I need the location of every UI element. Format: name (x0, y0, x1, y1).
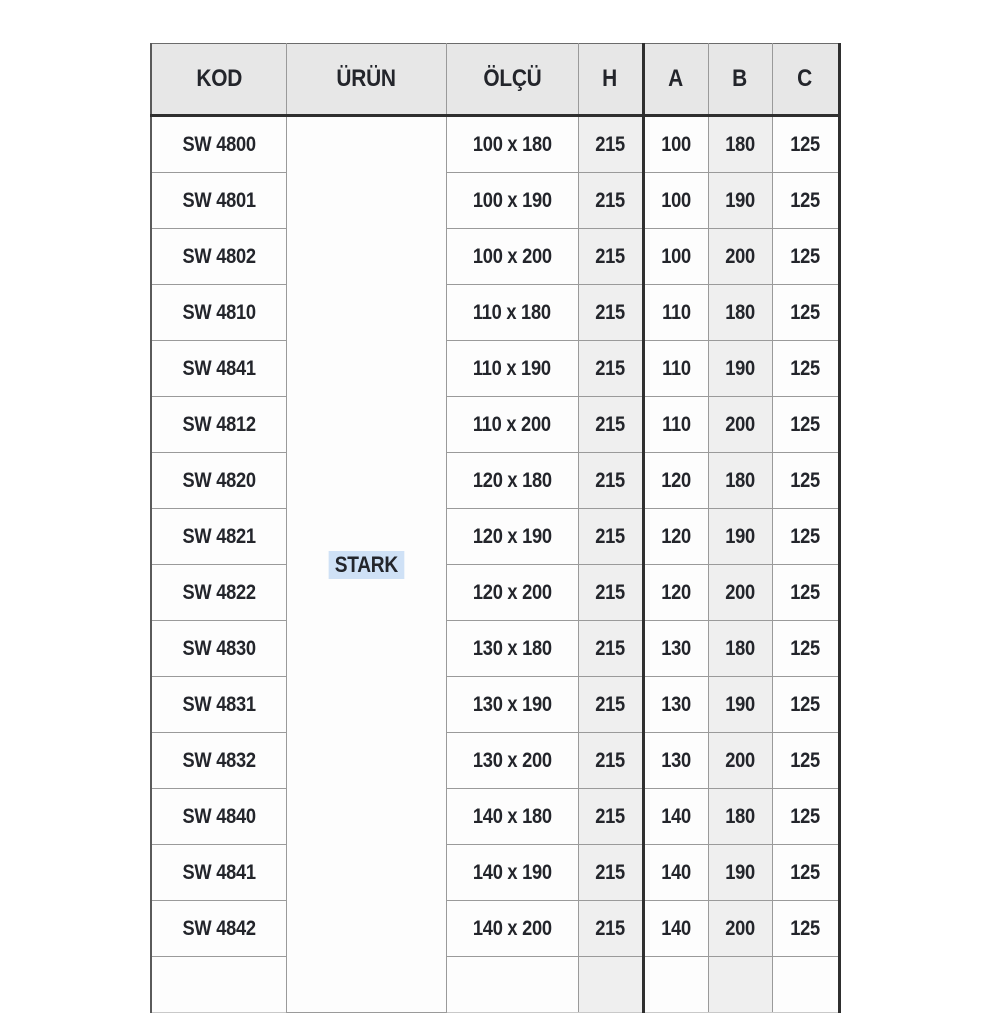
h-cell (578, 621, 643, 677)
a-value: 130 (661, 748, 691, 772)
b-value: 180 (725, 468, 755, 492)
b-cell (708, 453, 772, 509)
kod-cell (151, 173, 286, 229)
b-value: 200 (725, 412, 755, 436)
olcu-value: 100 x 180 (472, 132, 552, 156)
olcu-value: 140 x 180 (472, 804, 552, 828)
b-value: 190 (725, 188, 755, 212)
a-value: 140 (661, 916, 691, 940)
a-cell (643, 341, 708, 397)
a-value: 110 (661, 300, 691, 324)
kod-value: SW 4800 (182, 132, 256, 156)
h-cell (578, 845, 643, 901)
table-row (151, 621, 839, 677)
a-value: 140 (661, 860, 691, 884)
c-value: 125 (790, 244, 820, 268)
a-cell (643, 677, 708, 733)
a-value: 140 (661, 804, 691, 828)
h-cell (578, 957, 643, 1013)
b-cell (708, 397, 772, 453)
kod-value: SW 4810 (182, 300, 256, 324)
b-cell (708, 509, 772, 565)
table-row (151, 509, 839, 565)
a-cell (643, 621, 708, 677)
b-cell (708, 229, 772, 285)
c-cell (772, 285, 839, 341)
olcu-value: 100 x 200 (472, 244, 552, 268)
b-cell (708, 789, 772, 845)
h-value: 215 (595, 860, 625, 884)
h-cell (578, 116, 643, 173)
olcu-value: 110 x 180 (473, 300, 551, 324)
col-header-kod-label: KOD (195, 65, 242, 92)
b-cell (708, 733, 772, 789)
table-row (151, 397, 839, 453)
b-value: 180 (725, 636, 755, 660)
olcu-cell (446, 173, 578, 229)
table-row (151, 285, 839, 341)
a-value: 120 (661, 468, 691, 492)
h-cell (578, 733, 643, 789)
b-value: 190 (725, 860, 755, 884)
c-cell (772, 453, 839, 509)
olcu-value: 130 x 200 (472, 748, 552, 772)
h-value: 215 (595, 356, 625, 380)
c-cell (772, 229, 839, 285)
b-cell (708, 116, 772, 173)
a-value: 120 (661, 524, 691, 548)
table-row (151, 677, 839, 733)
urun-merged-cell (286, 116, 446, 1013)
kod-cell (151, 285, 286, 341)
kod-cell (151, 453, 286, 509)
h-value: 215 (595, 916, 625, 940)
kod-cell (151, 341, 286, 397)
table-row (151, 229, 839, 285)
h-value: 215 (595, 132, 625, 156)
b-value: 200 (725, 244, 755, 268)
col-header-olcu-label: ÖLÇÜ (482, 65, 542, 92)
col-header-a-label: A (668, 65, 684, 92)
b-value: 180 (725, 300, 755, 324)
h-value: 215 (595, 412, 625, 436)
kod-cell (151, 565, 286, 621)
olcu-value: 130 x 190 (472, 692, 552, 716)
c-value: 125 (790, 580, 820, 604)
h-value: 215 (595, 244, 625, 268)
col-header-urun (286, 44, 446, 116)
olcu-cell (446, 397, 578, 453)
b-cell (708, 173, 772, 229)
kod-value: SW 4841 (182, 860, 256, 884)
a-value: 100 (661, 244, 691, 268)
c-cell (772, 116, 839, 173)
h-value: 215 (595, 300, 625, 324)
olcu-value: 120 x 180 (472, 468, 552, 492)
olcu-value: 110 x 190 (473, 356, 551, 380)
col-header-h (578, 44, 643, 116)
col-header-c (772, 44, 839, 116)
olcu-cell (446, 733, 578, 789)
c-value: 125 (790, 468, 820, 492)
h-cell (578, 229, 643, 285)
c-cell (772, 677, 839, 733)
kod-cell (151, 901, 286, 957)
b-value: 200 (725, 580, 755, 604)
a-cell (643, 116, 708, 173)
a-value: 130 (661, 636, 691, 660)
c-cell (772, 565, 839, 621)
col-header-olcu (446, 44, 578, 116)
a-cell (643, 565, 708, 621)
kod-cell (151, 509, 286, 565)
b-cell (708, 677, 772, 733)
kod-value: SW 4822 (182, 580, 256, 604)
olcu-cell (446, 116, 578, 173)
b-cell (708, 285, 772, 341)
col-header-b-label: B (732, 65, 748, 92)
h-cell (578, 901, 643, 957)
table-row (151, 173, 839, 229)
c-cell (772, 341, 839, 397)
kod-value: SW 4830 (182, 636, 256, 660)
c-cell (772, 173, 839, 229)
c-cell (772, 733, 839, 789)
h-cell (578, 397, 643, 453)
olcu-cell (446, 509, 578, 565)
h-cell (578, 285, 643, 341)
c-cell (772, 845, 839, 901)
c-cell (772, 509, 839, 565)
c-value: 125 (790, 300, 820, 324)
table-row (151, 453, 839, 509)
c-value: 125 (790, 132, 820, 156)
product-name-highlight: STARK (328, 551, 403, 579)
a-cell (643, 285, 708, 341)
kod-cell (151, 957, 286, 1013)
table-row (151, 341, 839, 397)
olcu-cell (446, 621, 578, 677)
header-row (151, 44, 839, 116)
partial-cutoff-row (151, 957, 839, 1013)
a-cell (643, 229, 708, 285)
c-value: 125 (790, 860, 820, 884)
kod-cell (151, 789, 286, 845)
a-value: 100 (661, 132, 691, 156)
c-value: 125 (790, 356, 820, 380)
c-value: 125 (790, 636, 820, 660)
h-cell (578, 173, 643, 229)
table-row (151, 565, 839, 621)
kod-cell (151, 229, 286, 285)
olcu-cell (446, 453, 578, 509)
a-value: 130 (661, 692, 691, 716)
kod-value: SW 4841 (182, 356, 256, 380)
c-cell (772, 789, 839, 845)
h-cell (578, 453, 643, 509)
table-row (151, 733, 839, 789)
c-value: 125 (790, 916, 820, 940)
a-cell (643, 173, 708, 229)
kod-value: SW 4821 (182, 524, 256, 548)
c-cell (772, 901, 839, 957)
c-value: 125 (790, 188, 820, 212)
a-cell (643, 789, 708, 845)
olcu-cell (446, 901, 578, 957)
table-row (151, 116, 839, 173)
col-header-urun-label: ÜRÜN (336, 65, 396, 92)
h-value: 215 (595, 524, 625, 548)
h-value: 215 (595, 692, 625, 716)
olcu-cell (446, 229, 578, 285)
kod-cell (151, 397, 286, 453)
table-row (151, 901, 839, 957)
c-cell (772, 957, 839, 1013)
b-value: 190 (725, 524, 755, 548)
olcu-value: 140 x 190 (472, 860, 552, 884)
a-value: 100 (661, 188, 691, 212)
kod-value: SW 4831 (182, 692, 256, 716)
col-header-b (708, 44, 772, 116)
col-header-c-label: C (797, 65, 813, 92)
kod-cell (151, 677, 286, 733)
kod-cell (151, 621, 286, 677)
b-value: 190 (725, 692, 755, 716)
a-cell (643, 957, 708, 1013)
olcu-value: 120 x 190 (472, 524, 552, 548)
kod-cell (151, 116, 286, 173)
table-row (151, 845, 839, 901)
b-cell (708, 901, 772, 957)
a-cell (643, 845, 708, 901)
h-value: 215 (595, 636, 625, 660)
h-cell (578, 509, 643, 565)
c-cell (772, 397, 839, 453)
b-cell (708, 845, 772, 901)
olcu-cell (446, 341, 578, 397)
kod-cell (151, 845, 286, 901)
product-spec-table (150, 43, 841, 1013)
c-cell (772, 621, 839, 677)
c-value: 125 (790, 412, 820, 436)
kod-value: SW 4820 (182, 468, 256, 492)
b-value: 180 (725, 132, 755, 156)
olcu-value: 140 x 200 (472, 916, 552, 940)
h-cell (578, 565, 643, 621)
olcu-value: 100 x 190 (472, 188, 552, 212)
b-value: 180 (725, 804, 755, 828)
b-value: 200 (725, 916, 755, 940)
a-value: 110 (661, 412, 691, 436)
olcu-value: 120 x 200 (472, 580, 552, 604)
a-cell (643, 901, 708, 957)
h-value: 215 (595, 468, 625, 492)
c-value: 125 (790, 692, 820, 716)
b-cell (708, 621, 772, 677)
a-cell (643, 733, 708, 789)
h-value: 215 (595, 748, 625, 772)
olcu-value: 130 x 180 (472, 636, 552, 660)
kod-value: SW 4812 (182, 412, 256, 436)
kod-cell (151, 733, 286, 789)
kod-value: SW 4832 (182, 748, 256, 772)
kod-value: SW 4802 (182, 244, 256, 268)
a-cell (643, 509, 708, 565)
h-value: 215 (595, 580, 625, 604)
b-cell (708, 957, 772, 1013)
kod-value: SW 4801 (182, 188, 256, 212)
olcu-cell (446, 677, 578, 733)
c-value: 125 (790, 804, 820, 828)
olcu-cell (446, 285, 578, 341)
col-header-a (643, 44, 708, 116)
h-cell (578, 341, 643, 397)
olcu-cell (446, 565, 578, 621)
b-cell (708, 341, 772, 397)
kod-value: SW 4840 (182, 804, 256, 828)
b-value: 200 (725, 748, 755, 772)
b-cell (708, 565, 772, 621)
table-row (151, 789, 839, 845)
kod-value: SW 4842 (182, 916, 256, 940)
col-header-h-label: H (602, 65, 618, 92)
h-cell (578, 677, 643, 733)
olcu-cell (446, 789, 578, 845)
a-cell (643, 397, 708, 453)
olcu-cell (446, 845, 578, 901)
c-value: 125 (790, 524, 820, 548)
a-value: 110 (661, 356, 691, 380)
a-value: 120 (661, 580, 691, 604)
a-cell (643, 453, 708, 509)
h-value: 215 (595, 188, 625, 212)
olcu-cell (446, 957, 578, 1013)
olcu-value: 110 x 200 (473, 412, 551, 436)
b-value: 190 (725, 356, 755, 380)
h-value: 215 (595, 804, 625, 828)
h-cell (578, 789, 643, 845)
col-header-kod (151, 44, 286, 116)
c-value: 125 (790, 748, 820, 772)
